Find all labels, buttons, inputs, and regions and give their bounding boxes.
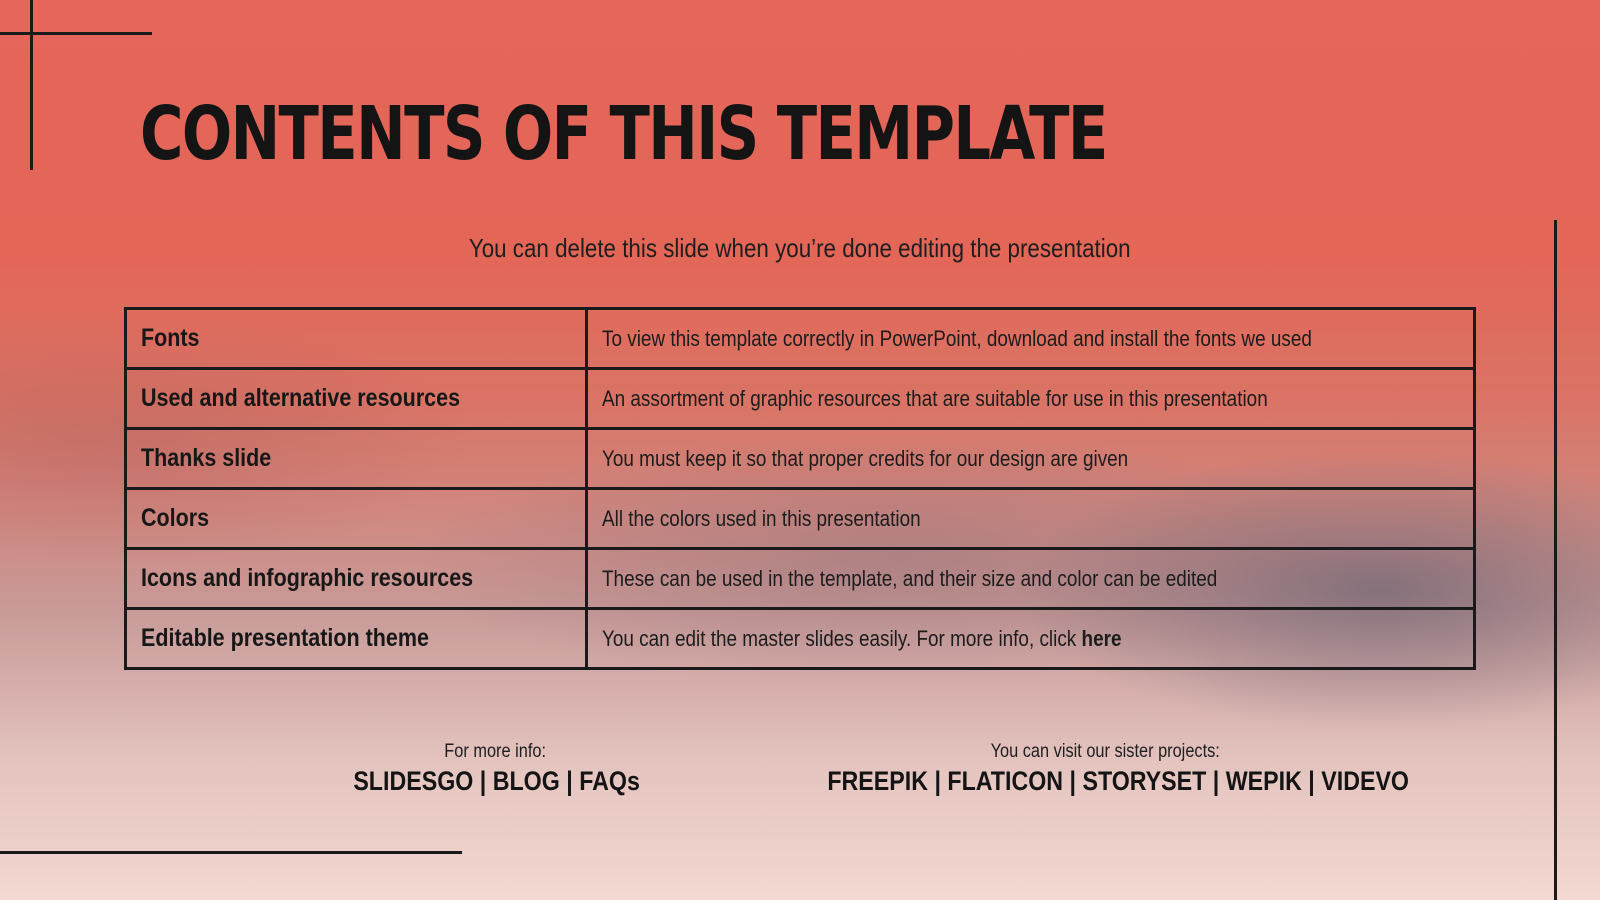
table-row [126,549,1475,609]
link-freepik[interactable]: FREEPIK [827,766,928,796]
footer-sister-projects [780,740,1430,798]
row-label-text: Used and alternative resources [141,384,461,412]
row-label [126,429,587,489]
row-description-text: An assortment of graphic resources that are suitable for use in this presentation [602,385,1268,411]
decor-line-right-vertical [1554,220,1557,900]
table-row [126,369,1475,429]
decor-line-bottom-left-horizontal [0,851,462,854]
footer-sister-links: FREEPIK | FLATICON | STORYSET | WEPIK | VIDEVO [827,766,1409,796]
table-row [126,489,1475,549]
link-flaticon[interactable]: FLATICON [947,766,1064,796]
row-description [587,429,1475,489]
row-label-text: Fonts [141,324,200,352]
row-label-text: Colors [141,504,210,532]
row-label [126,309,587,369]
footer-more-info-caption-text: For more info: [444,741,546,762]
link-wepik[interactable]: WEPIK [1225,766,1302,796]
here-link[interactable]: here [1081,625,1122,651]
row-description-text: You can edit the master slides easily. For more info, click [602,625,1082,651]
table-row [126,429,1475,489]
footer-sister-caption [780,740,1430,764]
footer-more-info [330,740,660,798]
row-label-text: Icons and infographic resources [141,564,474,592]
subtitle-text: You can delete this slide when you’re done editing the presentation [469,233,1131,263]
row-description-text: To view this template correctly in PowerPoint, download and install the fonts we used [602,325,1312,351]
contents-table [124,307,1476,670]
page-title: CONTENTS OF THIS TEMPLATE [140,91,1107,177]
row-label [126,609,587,669]
row-description-text: These can be used in the template, and their size and color can be edited [602,565,1218,591]
row-description [587,609,1475,669]
row-description-text: You must keep it so that proper credits for our design are given [602,445,1129,471]
row-description-text: All the colors used in this presentation [602,505,921,531]
table-row [126,609,1475,669]
link-faqs[interactable]: FAQs [579,766,640,796]
row-label [126,369,587,429]
row-label-text: Editable presentation theme [141,624,429,652]
table-row [126,309,1475,369]
decor-line-top-left-vertical [30,0,33,170]
link-slidesgo[interactable]: SLIDESGO [353,766,474,796]
row-label-text: Thanks slide [141,444,272,472]
row-label [126,489,587,549]
subtitle [0,232,1600,264]
footer-more-info-caption [330,740,660,764]
row-label [126,549,587,609]
decor-line-top-left-horizontal [0,32,152,35]
row-description [587,549,1475,609]
footer-sister-caption-text: You can visit our sister projects: [990,741,1220,762]
row-description [587,489,1475,549]
link-storyset[interactable]: STORYSET [1082,766,1207,796]
link-blog[interactable]: BLOG [492,766,560,796]
row-description [587,309,1475,369]
link-videvo[interactable]: VIDEVO [1321,766,1409,796]
footer-more-info-links: SLIDESGO | BLOG | FAQs [353,766,640,796]
row-description [587,369,1475,429]
